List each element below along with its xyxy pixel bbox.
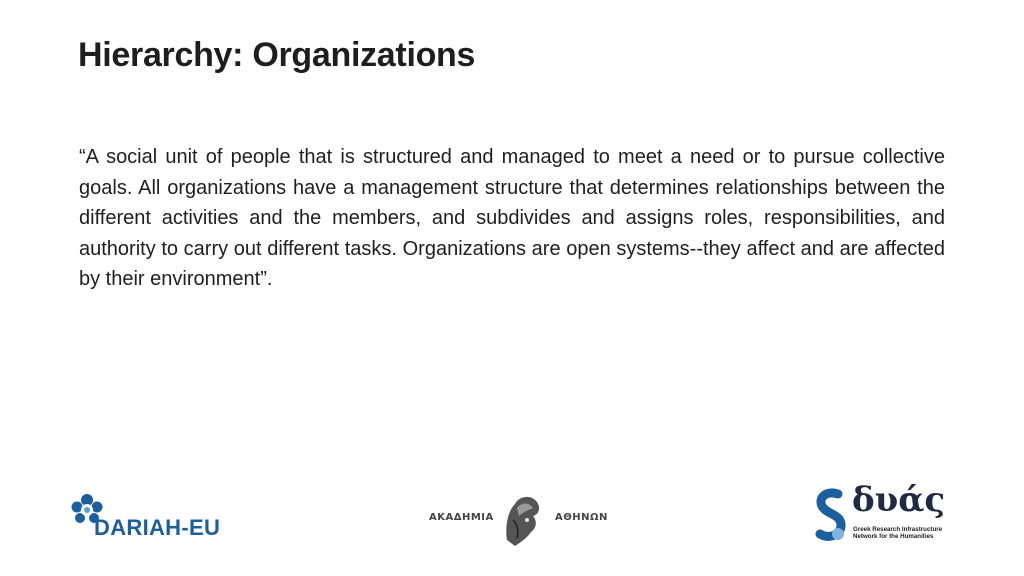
academy-left-label: ΑΚΑΔΗΜΙΑ — [429, 512, 494, 523]
academy-of-athens-logo — [425, 490, 610, 550]
dyas-subtitle-line1: Greek Research Infrastructure — [853, 526, 943, 533]
dyas-logo — [812, 480, 962, 546]
page-title: Hierarchy: Organizations — [78, 36, 476, 74]
academy-right-label: ΑΘΗΝΩΝ — [555, 512, 608, 523]
dyas-subtitle — [853, 526, 963, 540]
dariah-label: DARIAH-EU — [94, 515, 221, 540]
dyas-subtitle-line2: Network for the Humanities — [853, 533, 934, 540]
athena-head-icon — [497, 490, 547, 550]
dyas-wordmark: δυάς — [852, 480, 946, 520]
definition-quote: “A social unit of people that is structured and managed to meet a need or to pursue collective goals. All organizations have a management structure that determines relationships between the different activities and the members, and subdivides and assigns roles, responsibilities, and authority to carry out different tasks. Organizations are open systems--they affect and are affected by their environment”. — [79, 146, 945, 291]
dariah-logo — [70, 490, 235, 546]
dyas-s-icon — [814, 488, 848, 544]
